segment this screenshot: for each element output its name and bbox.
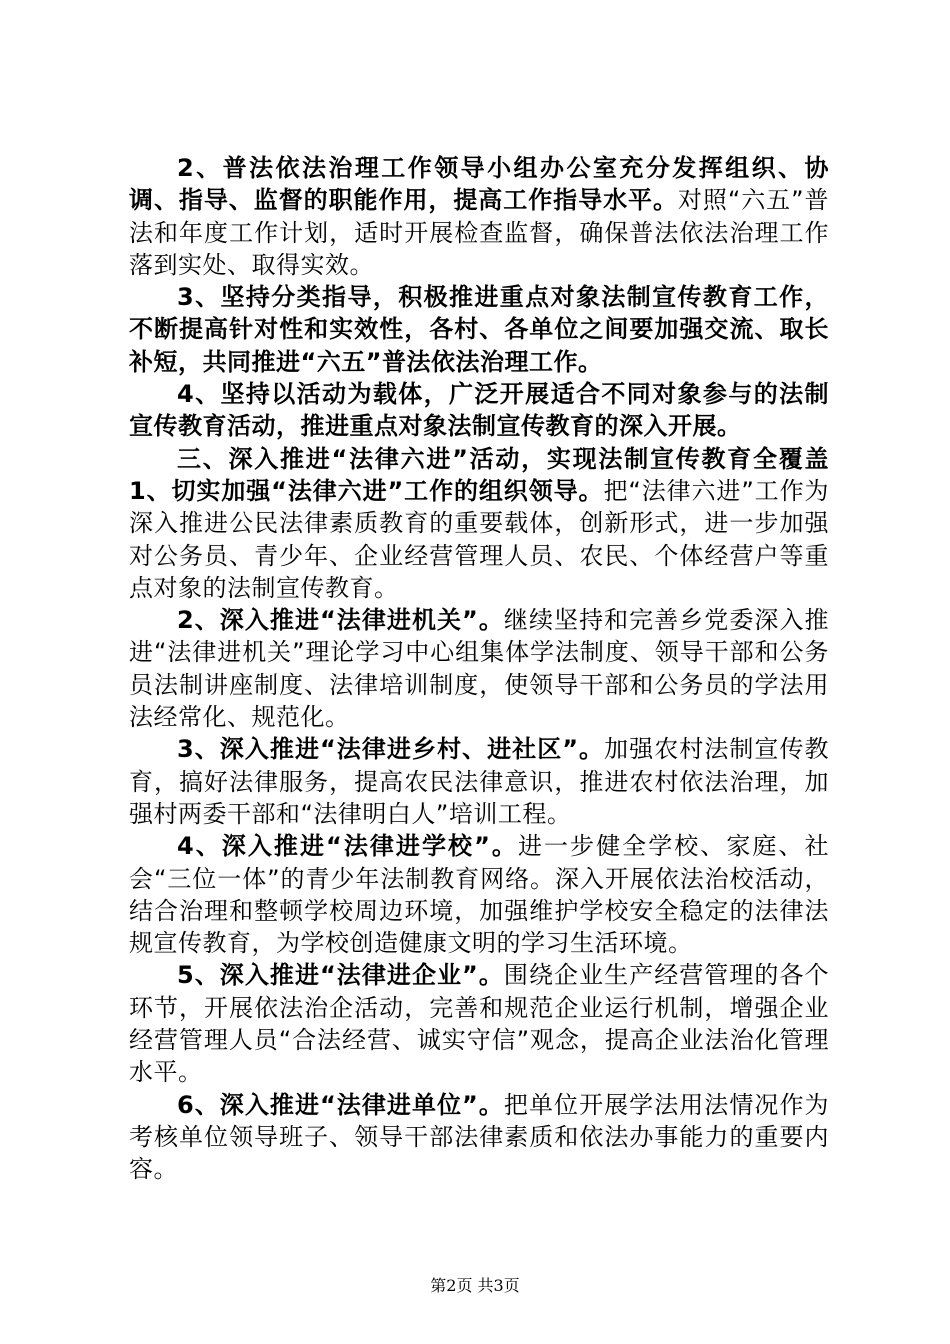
paragraph-6-bold: 3、深入推进“法律进乡村、进社区”。 — [177, 735, 605, 764]
paragraph-7-bold: 4、深入推进“法律进学校”。 — [177, 832, 518, 861]
paragraph-9-bold: 6、深入推进“法律进单位”。 — [177, 1090, 504, 1119]
document-body — [129, 152, 829, 1186]
paragraph-8-text: 围绕企业生产经营管理的各个环节，开展依法治企活动，完善和规范企业运行机制，增强企业经营管理人员“合法经营、诚实守信”观念，提高企业法治化管理水平。 — [129, 961, 829, 1087]
paragraph-1-bold: 2、普法依法治理工作领导小组办公室充分发挥组织、协调、指导、监督的职能作用，提高工作指导水平。 — [129, 154, 829, 215]
paragraph-5-text: 继续坚持和完善乡党委深入推进“法律进机关”理论学习中心组集体学法制度、领导干部和公务员法制讲座制度、法律培训制度，使领导干部和公务员的学法用法经常化、规范化。 — [129, 606, 829, 732]
paragraph-4-bold: 三、深入推进“法律六进”活动，实现法制宣传教育全覆盖1、切实加强“法律六进”工作的组织领导。 — [129, 444, 829, 505]
paragraph-9-text: 把单位开展学法用法情况作为考核单位领导班子、领导干部法律素质和依法办事能力的重要内容。 — [129, 1090, 829, 1184]
paragraph-1 — [129, 152, 829, 281]
paragraph-2-bold: 3、坚持分类指导，积极推进重点对象法制宣传教育工作，不断提高针对性和实效性，各村、各单位之间要加强交流、取长补短，共同推进“六五”普法依法治理工作。 — [129, 283, 829, 376]
paragraph-8-bold: 5、深入推进“法律进企业”。 — [177, 961, 504, 990]
paragraph-4 — [129, 443, 829, 604]
paragraph-7 — [129, 830, 829, 959]
paragraph-6-text: 加强农村法制宣传教育，搞好法律服务，提高农民法律意识，推进农村依法治理，加强村两委干部和“法律明白人”培训工程。 — [129, 735, 830, 828]
page-number-label: 第2页 共3页 — [430, 1276, 520, 1295]
paragraph-3 — [129, 378, 829, 443]
paragraph-8 — [129, 959, 829, 1088]
paragraph-5 — [129, 604, 829, 733]
paragraph-4-text: 把“法律六进”工作为深入推进公民法律素质教育的重要载体，创新形式，进一步加强对公务员、青少年、企业经营管理人员、农民、个体经营户等重点对象的法制宣传教育。 — [129, 476, 829, 602]
page-footer — [0, 1273, 950, 1296]
paragraph-1-text: 对照“六五”普法和年度工作计划，适时开展检查监督，确保普法依法治理工作落到实处、取得实效。 — [129, 186, 829, 279]
paragraph-5-bold: 2、深入推进“法律进机关”。 — [177, 606, 504, 635]
paragraph-9 — [129, 1089, 829, 1186]
paragraph-7-text: 进一步健全学校、家庭、社会“三位一体”的青少年法制教育网络。深入开展依法治校活动，结合治理和整顿学校周边环境，加强维护学校安全稳定的法律法规宣传教育，为学校创造健康文明的学习生活环境。 — [129, 832, 830, 958]
paragraph-6 — [129, 733, 829, 830]
paragraph-2 — [129, 281, 829, 378]
paragraph-3-bold: 4、坚持以活动为载体，广泛开展适合不同对象参与的法制宣传教育活动，推进重点对象法制宣传教育的深入开展。 — [129, 380, 829, 441]
